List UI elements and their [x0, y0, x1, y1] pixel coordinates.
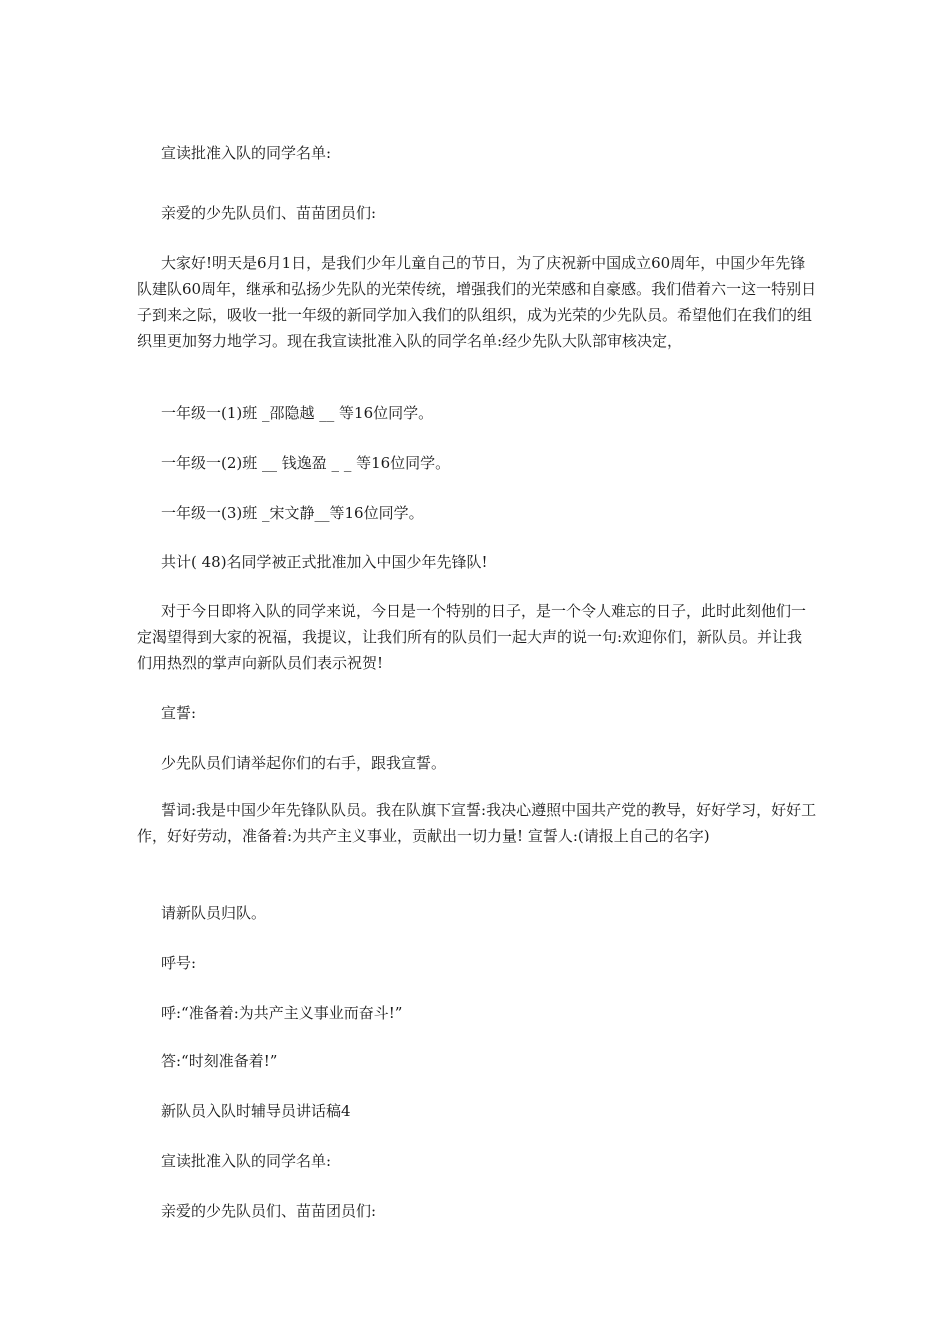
- paragraph-oath-text: 誓词:我是中国少年先锋队队员。我在队旗下宣誓:我决心遵照中国共产党的教导，好好学习，好好工作，好好劳动，准备着:为共产主义事业，贡献出一切力量! 宣誓人:(请报上自己的名字): [137, 801, 817, 845]
- paragraph-class-1: 一年级一(1)班 _邵隐越 __ 等16位同学。: [161, 404, 434, 422]
- paragraph-call: 呼:“准备着:为共产主义事业而奋斗!”: [161, 1004, 403, 1022]
- paragraph-opening-speech: 大家好!明天是6月1日，是我们少年儿童自己的节日，为了庆祝新中国成立60周年，中国少年先锋队建队60周年，继承和弘扬少先队的光荣传统，增强我们的光荣感和自豪感。我们借着六一这一特别日子到来之际，吸收一批一年级的新同学加入我们的队组织，成为光荣的少先队员。希望他们在我们的组织里更加努力地学习。现在我宣读批准入队的同学名单:经少先队大队部审核决定，: [137, 254, 817, 350]
- paragraph-raise-hand: 少先队员们请举起你们的右手，跟我宣誓。: [161, 754, 447, 772]
- paragraph-salutation-2: 亲爱的少先队员们、苗苗团员们:: [161, 1202, 377, 1220]
- paragraph-total: 共计( 48)名同学被正式批准加入中国少年先锋队!: [161, 553, 488, 571]
- paragraph-class-2: 一年级一(2)班 __ 钱逸盈 _ _ 等16位同学。: [161, 454, 451, 472]
- paragraph-return: 请新队员归队。: [161, 904, 267, 922]
- paragraph-roster-intro: 宣读批准入队的同学名单:: [161, 144, 332, 162]
- paragraph-response: 答:“时刻准备着!”: [161, 1052, 278, 1070]
- paragraph-section-title: 新队员入队时辅导员讲话稿4: [161, 1102, 351, 1120]
- paragraph-roster-intro-2: 宣读批准入队的同学名单:: [161, 1152, 332, 1170]
- paragraph-welcome: 对于今日即将入队的同学来说，今日是一个特别的日子，是一个令人难忘的日子，此时此刻他们一定渴望得到大家的祝福，我提议，让我们所有的队员们一起大声的说一句:欢迎你们，新队员。并让我们用热烈的掌声向新队员们表示祝贺!: [137, 602, 807, 672]
- paragraph-oath-heading: 宣誓:: [161, 704, 197, 722]
- paragraph-salutation: 亲爱的少先队员们、苗苗团员们:: [161, 204, 377, 222]
- paragraph-slogan-heading: 呼号:: [161, 954, 197, 972]
- paragraph-class-3: 一年级一(3)班 _宋文静__等16位同学。: [161, 504, 424, 522]
